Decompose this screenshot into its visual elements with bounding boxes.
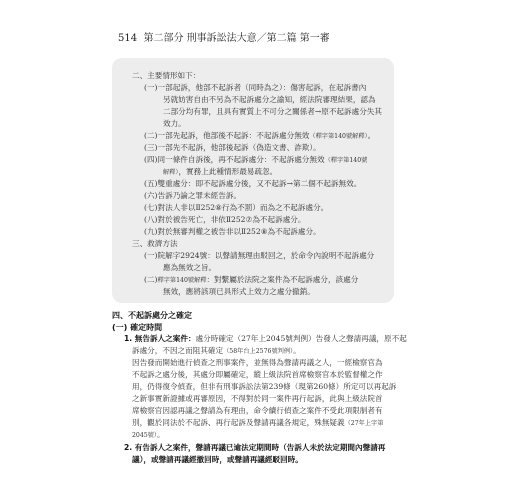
case-5: (五)雙重處分：即不起訴處分後，又不起訴→第二個不起訴無效。 <box>144 179 362 188</box>
case-2 <box>144 131 375 142</box>
para-1-line-2 <box>132 346 301 357</box>
case-7: (七)對法人非以Ⅱ252⑧行為不罰）而為之不起訴處分。 <box>144 203 329 212</box>
para-1-line-3: 因告發而開始進行偵查之刑事案件，並無得為聲請再議之人，一經檢察官為 <box>132 358 383 367</box>
para-1-label: 1. 無告訴人之案件： <box>124 334 196 343</box>
para-2-line-2: 議），或聲請再議經撤回時，或聲請再議經駁回時。 <box>132 455 303 464</box>
para-2-line-1: 2. 有告訴人之案件，聲請再議已逾法定期間時（告訴人未於法定期間內聲請再 <box>124 443 386 452</box>
case-4-note-2: 解釋） <box>163 169 179 176</box>
case-2-text: (二)一部先起訴，他部後不起訴：不起訴處分無效 <box>144 131 310 140</box>
remedy-2-text: ：對繫屬於法院之案件為不起訴處分，該處分 <box>206 275 359 284</box>
case-1-line-4: 效力。 <box>163 119 186 128</box>
para-1-line-4: 不起訴之處分後，其處分即屬確定，縱上級法院首席檢察官本於監督權之作 <box>132 370 383 379</box>
heading-main-cases: 二、主要情形如下： <box>132 71 201 80</box>
case-1-line-2: 另就妨害自由不另為不起訴處分之諭知，經法院審理結果，認為 <box>163 95 376 104</box>
para-1-line-8-note: （27年上字第 <box>344 420 384 427</box>
case-6: (六)告訴乃論之罪未經告訴。 <box>144 191 242 200</box>
para-1-line-2-note: （58年台上2576號判例） <box>223 348 294 355</box>
remedy-1-line-1: (一)院解字2924號：以聲請無理由駁回之，於命令內說明不起訴處分 <box>144 251 375 260</box>
page-header <box>118 29 330 44</box>
case-2-end: 。 <box>367 131 376 140</box>
para-1-line-8 <box>132 418 383 429</box>
case-4-note-1: （釋字第140號 <box>324 157 368 164</box>
case-4-end: ，實務上此種情形最易疏忽。 <box>178 167 278 176</box>
page-number: 514 <box>118 33 138 44</box>
para-1-line-9-end: 。 <box>157 430 165 439</box>
para-1-line-9-note: 2045號） <box>132 432 158 439</box>
para-1-line-6: 之新事實新證據或再審原因，不得對於同一案件再行起訴，此與上級法院首 <box>132 394 383 403</box>
para-1-line-7: 席檢察官因認再議之聲請為有理由，命令續行偵查之案件不受此項限制者有 <box>132 406 383 415</box>
case-2-note: （釋字第140號解釋） <box>309 133 368 140</box>
case-4-text: (四)同一條件自訴後，再不起訴處分：不起訴處分無效 <box>144 155 325 164</box>
para-1-line-1 <box>124 334 407 344</box>
para-1-line-2-text: 訴處分，不因之而阻其確定 <box>132 346 224 355</box>
case-4-line-1 <box>144 155 367 166</box>
remedy-2-prefix: (二) <box>144 275 158 284</box>
case-4-line-2 <box>163 167 277 178</box>
para-1-line-9 <box>132 430 165 441</box>
running-title: 第二部分 刑事訴訟法大意／第二篇 第一審 <box>143 33 330 44</box>
remedy-2-line-2: 無效，應將該項已具形式上效力之處分撤銷。 <box>163 287 315 296</box>
remedy-2-line-1 <box>144 275 358 286</box>
subsection-1-title: (一) 確定時間 <box>112 323 163 332</box>
para-1-line-8-text: 別，觀於同法於不起訴、再行起訴及聲請再議各規定，殊無疑義 <box>132 418 345 427</box>
heading-remedies: 三、救濟方法 <box>132 239 178 248</box>
para-1-line-5: 用，仍得復令偵查，但非有刑事訴訟法第239條（現第260條）所定可以再起訴 <box>132 382 397 391</box>
case-3: (三)一部先不起訴，他部後起訴（偽造文書、詐欺）。 <box>144 143 321 152</box>
case-9: (九)對於無審判權之被告非以Ⅱ252⑧為不起訴處分。 <box>144 227 321 236</box>
para-1-line-2-end: 。 <box>293 346 301 355</box>
remedy-1-line-2: 應為無效之旨。 <box>163 263 217 272</box>
para-1-text: 處分時確定（27年上2045號判例）告發人之聲請再議，原不起 <box>195 334 407 343</box>
case-1-line-1: (一)一部起訴，他部不起訴者（同時為之）：傷害起訴，在起訴書內 <box>144 83 367 92</box>
case-8: (八)對於被告死亡，非依Ⅱ252⑦為不起訴處分。 <box>144 215 306 224</box>
section-4-title: 四、不起訴處分之確定 <box>112 311 192 320</box>
case-1-line-3: 二部分均有罪，且具有實質上不可分之關係者→原不起訴處分失其 <box>163 107 382 116</box>
remedy-2-note: 釋字第140號解釋 <box>157 277 207 284</box>
